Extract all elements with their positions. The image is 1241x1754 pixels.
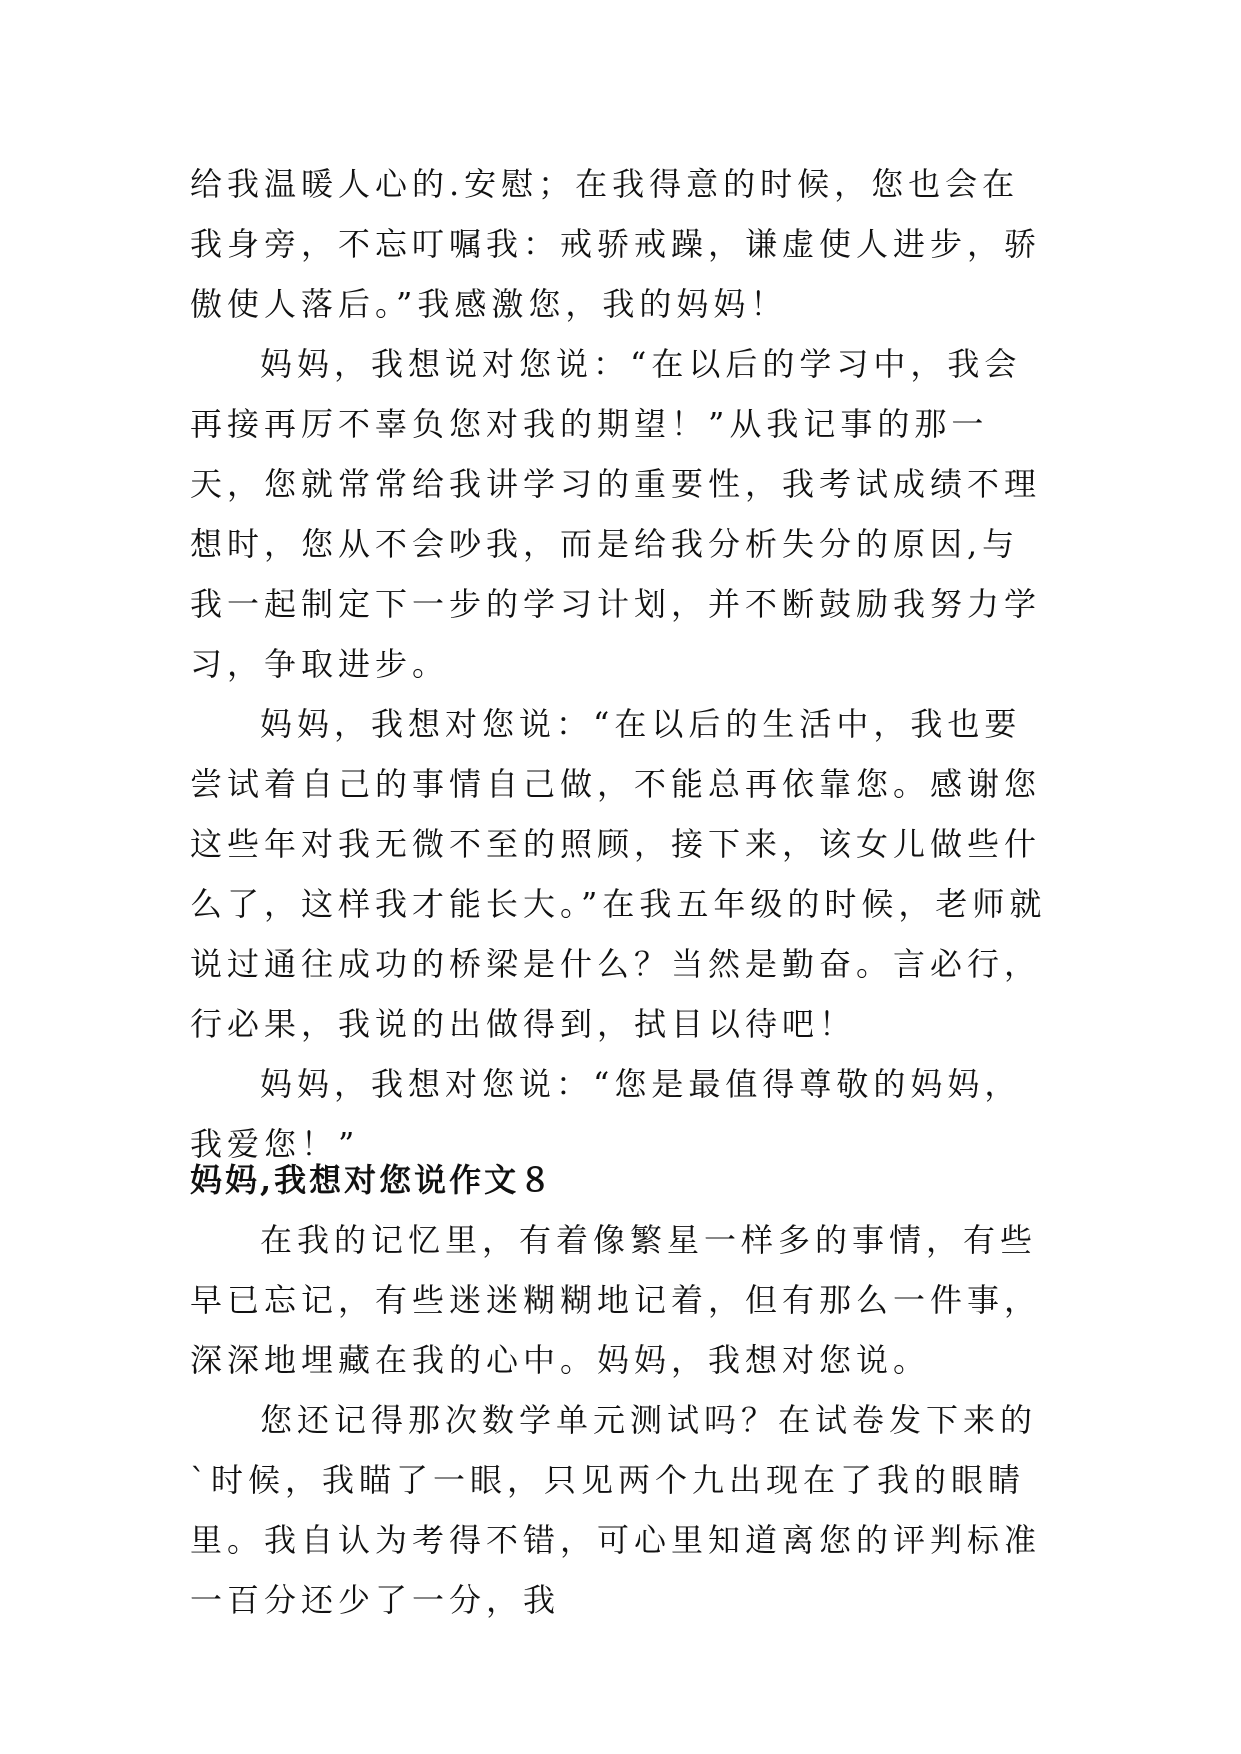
paragraph-study: 妈妈，我想说对您说：“在以后的学习中，我会再接再厉不辜负您对我的期望！”从我记事的那一天，您就常常给我讲学习的重要性，我考试成绩不理想时，您从不会吵我，而是给我分析失分的原因,与我一起制定下一步的学习计划，并不断鼓励我努力学习，争取进步。	[190, 345, 1042, 683]
section-1-body	[190, 154, 1050, 1174]
paragraph-love: 妈妈，我想对您说：“您是最值得尊敬的妈妈，我爱您！”	[190, 1065, 1022, 1163]
essay-title: 妈妈,我想对您说作文８	[190, 1161, 555, 1199]
paragraph-math-test: 您还记得那次数学单元测试吗？在试卷发下来的`时候，我瞄了一眼，只见两个九出现在了我的眼睛里。我自认为考得不错，可心里知道离您的评判标准一百分还少了一分，我	[190, 1401, 1042, 1619]
paragraph-continued: 给我温暖人心的.安慰；在我得意的时候，您也会在我身旁，不忘叮嘱我：戒骄戒躁，谦虚使人进步，骄傲使人落后。”我感激您，我的妈妈！	[190, 165, 1042, 323]
paragraph-life: 妈妈，我想对您说：“在以后的生活中，我也要尝试着自己的事情自己做，不能总再依靠您。感谢您这些年对我无微不至的照顾，接下来，该女儿做些什么了，这样我才能长大。”在我五年级的时候，老师就说过通往成功的桥梁是什么？当然是勤奋。言必行，行必果，我说的出做得到，拭目以待吧！	[190, 705, 1047, 1043]
paragraph-memory: 在我的记忆里，有着像繁星一样多的事情，有些早已忘记，有些迷迷糊糊地记着，但有那么一件事，深深地埋藏在我的心中。妈妈，我想对您说。	[190, 1221, 1042, 1379]
section-2-body	[190, 1210, 1050, 1630]
